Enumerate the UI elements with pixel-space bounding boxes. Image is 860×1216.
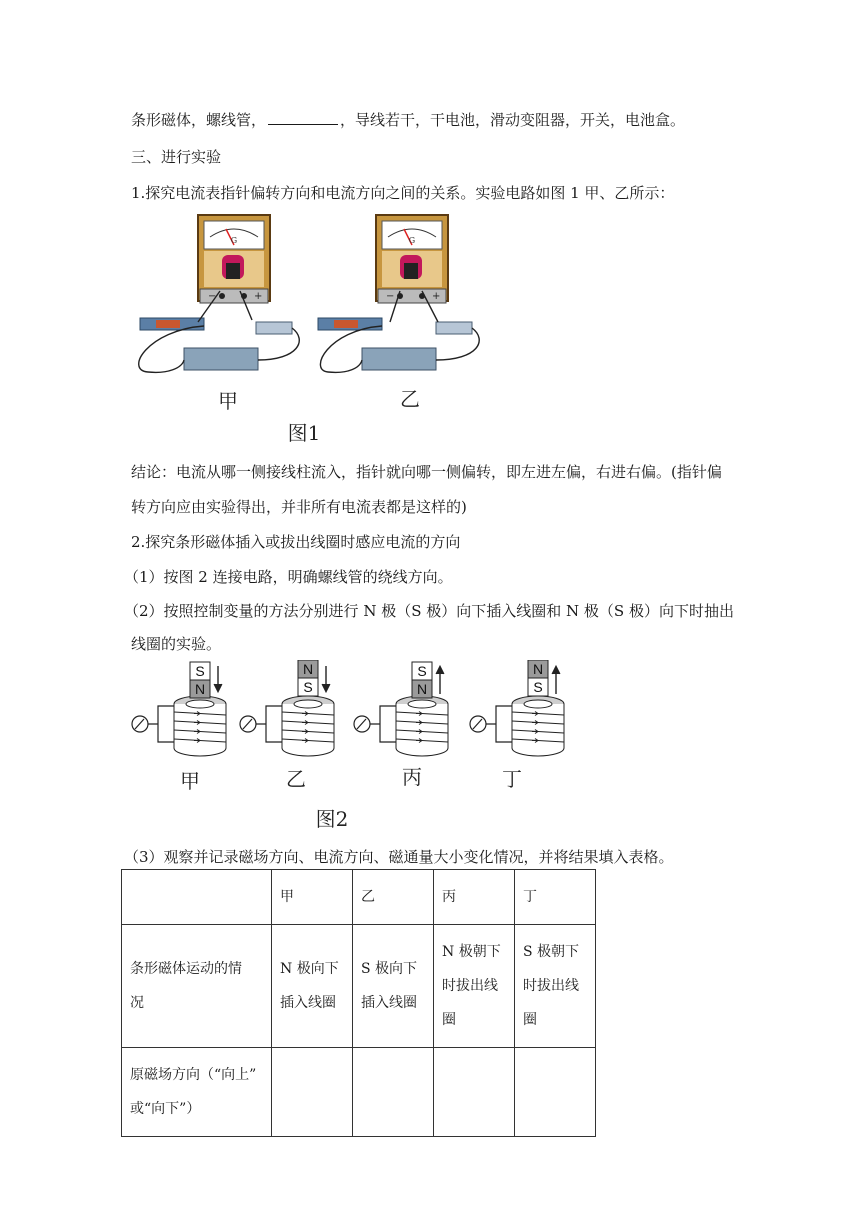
meter-letter: G xyxy=(230,236,238,245)
coil-setup-3 xyxy=(354,662,448,756)
fig2-label-2: 乙 xyxy=(286,767,306,791)
table-row xyxy=(122,1048,596,1137)
row1-cell-jia: N 极向下 插入线圈 xyxy=(272,925,353,1048)
materials-blank[interactable] xyxy=(268,110,338,125)
conclusion-line-1: 结论：电流从哪一侧接线柱流入，指针就向哪一侧偏转，即左进左偏，右进右偏。(指针偏 xyxy=(131,463,722,481)
materials-line xyxy=(131,110,685,130)
svg-text:−: − xyxy=(208,291,217,302)
row1-cell-bing: N 极朝下 时拔出线 圈 xyxy=(434,925,515,1048)
switch-right xyxy=(436,322,472,334)
header-jia: 甲 xyxy=(272,870,353,925)
coil-setup-1 xyxy=(132,662,226,756)
svg-text:G: G xyxy=(408,236,416,245)
fig2-label-3: 丙 xyxy=(402,765,422,789)
section3-heading: 三、进行实验 xyxy=(131,148,222,166)
fig1-label-right: 乙 xyxy=(400,387,420,411)
coil-setup-4 xyxy=(470,660,564,756)
step2-sub2-line2: 线圈的实验。 xyxy=(131,635,222,653)
row1-cell-ding: S 极朝下 时拔出线 圈 xyxy=(515,925,596,1048)
step1-text: 1.探究电流表指针偏转方向和电流方向之间的关系。实验电路如图 1 甲、乙所示： xyxy=(131,184,675,202)
svg-text:S: S xyxy=(303,679,313,695)
svg-text:N: N xyxy=(194,681,206,697)
svg-text:−: − xyxy=(386,291,395,302)
table-header-row xyxy=(122,870,596,925)
header-empty xyxy=(122,870,272,925)
svg-text:S: S xyxy=(195,663,205,679)
svg-text:N: N xyxy=(302,661,314,677)
svg-text:+: + xyxy=(254,291,263,302)
galvanometer-left xyxy=(198,215,270,303)
materials-after: ，导线若干，干电池，滑动变阻器，开关，电池盒。 xyxy=(340,111,686,129)
row2-label: 原磁场方向（“向上” 或“向下”） xyxy=(122,1048,272,1137)
header-ding: 丁 xyxy=(515,870,596,925)
step2-sub2-line1: （2）按照控制变量的方法分别进行 N 极（S 极）向下插入线圈和 N 极（S 极）向下时抽出 xyxy=(124,602,734,620)
fig1-caption: 图1 xyxy=(287,421,321,445)
fig2-caption: 图2 xyxy=(315,807,349,831)
fig2-label-4: 丁 xyxy=(502,767,522,791)
row2-cell-yi[interactable] xyxy=(353,1048,434,1137)
figure-1 xyxy=(128,210,548,450)
svg-text:N: N xyxy=(532,661,544,677)
rheostat-right xyxy=(362,348,436,370)
fig2-label-1: 甲 xyxy=(180,769,200,793)
switch-left xyxy=(256,322,292,334)
conclusion-line-2: 转方向应由实验得出，并非所有电流表都是这样的) xyxy=(131,498,467,516)
row2-cell-jia[interactable] xyxy=(272,1048,353,1137)
svg-text:S: S xyxy=(417,663,427,679)
results-table xyxy=(121,869,596,1137)
svg-text:N: N xyxy=(416,681,428,697)
materials-before: 条形磁体，螺线管， xyxy=(131,111,267,129)
fig1-label-left: 甲 xyxy=(218,389,238,413)
header-bing: 丙 xyxy=(434,870,515,925)
rheostat-left xyxy=(184,348,258,370)
step2-sub3: （3）观察并记录磁场方向、电流方向、磁通量大小变化情况，并将结果填入表格。 xyxy=(124,848,674,866)
row1-label: 条形磁体运动的情 况 xyxy=(122,925,272,1048)
coil-setup-2 xyxy=(240,660,334,756)
header-yi: 乙 xyxy=(353,870,434,925)
row2-cell-bing[interactable] xyxy=(434,1048,515,1137)
table-row xyxy=(122,925,596,1048)
figure-2 xyxy=(128,660,568,840)
step2-sub1: （1）按图 2 连接电路，明确螺线管的绕线方向。 xyxy=(124,568,453,586)
row2-cell-ding[interactable] xyxy=(515,1048,596,1137)
svg-text:+: + xyxy=(432,291,441,302)
step2-text: 2.探究条形磁体插入或拔出线圈时感应电流的方向 xyxy=(131,533,461,551)
svg-text:S: S xyxy=(533,679,543,695)
row1-cell-yi: S 极向下 插入线圈 xyxy=(353,925,434,1048)
galvanometer-right xyxy=(376,215,448,303)
